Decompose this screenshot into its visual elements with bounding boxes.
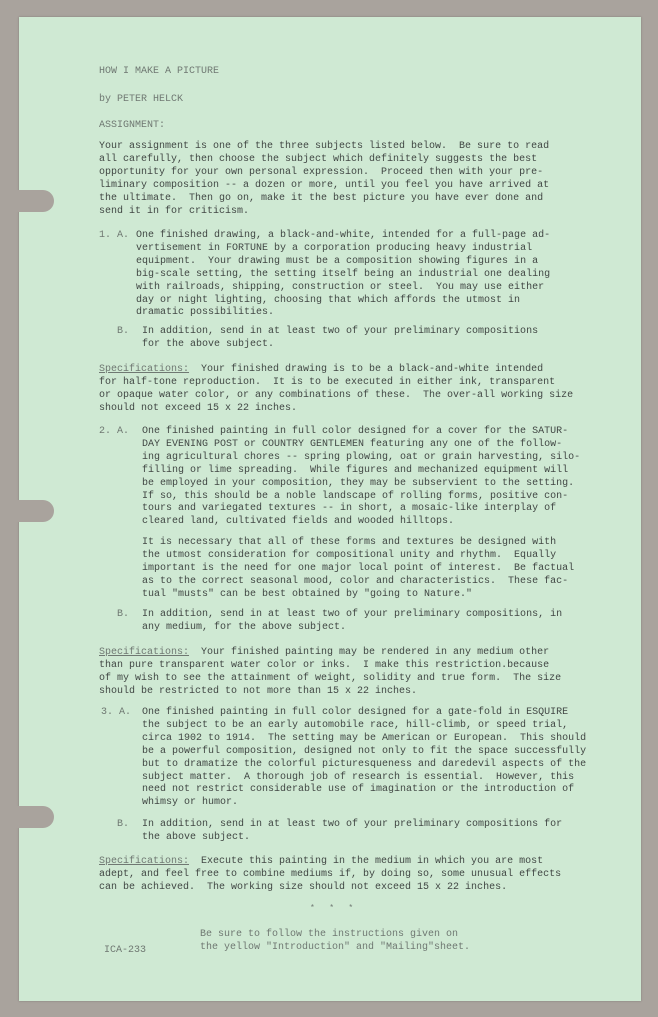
subject-1a-label: 1. A. bbox=[99, 230, 130, 241]
closing-note: Be sure to follow the instructions given on the yellow "Introduction" and "Mailing"sheet. bbox=[200, 929, 471, 953]
form-number: ICA-233 bbox=[104, 945, 147, 956]
subject-3b-text: In addition, send in at least two of your preliminary compositions for the above subject. bbox=[142, 819, 563, 843]
byline: by PETER HELCK bbox=[99, 94, 184, 105]
specifications-text: Your finished painting may be rendered in any medium other than pure transparent water color or inks. I make this restriction.because of my wish to see the attainment of weight, solidity and true form. The size should be restricted to not more than 15 x 22 inches. bbox=[99, 647, 562, 697]
subject-3b-label: B. bbox=[117, 819, 130, 830]
document-title: HOW I MAKE A PICTURE bbox=[99, 66, 220, 77]
subject-1b-text: In addition, send in at least two of your preliminary compositions for the above subject. bbox=[142, 326, 539, 350]
subject-3a-label: 3. A. bbox=[101, 707, 132, 718]
specifications-label: Specifications: bbox=[99, 364, 190, 375]
specifications-3 bbox=[99, 856, 561, 895]
subject-2b-label: B. bbox=[117, 609, 130, 620]
specifications-1 bbox=[99, 364, 573, 416]
binder-hole bbox=[10, 500, 54, 522]
subject-3a-text: One finished painting in full color designed for a gate-fold in ESQUIRE the subject to be an early automobile race, hill-climb, or speed trial, circa 1902 to 1914. The setting may be American or European. This should be a powerful composition, designed not only to fit the space successfully but to dramatize the colorful picturesqueness and daredevil aspects of the subject matter. A thorough job of research is essential. However, this need not restrict considerable use of imagination or the introduction of whimsy or humor. bbox=[142, 707, 587, 809]
subject-2a-text: One finished painting in full color designed for a cover for the SATUR- DAY EVENING POST or COUNTRY GENTLEMEN featuring any one of the follow- ing agricultural chores -- spring plowing, oat or grain harvesting, silo- filling or lime spreading. While figures and mechanized equipment will be employed in your composition, they may be subservient to the setting. If so, this should be a noble landscape of rolling forms, positive con- tours and variegated textures -- in short, a mosaic-like interplay of cleared land, cultivated fields and wooded hilltops. bbox=[142, 426, 581, 528]
assignment-heading: ASSIGNMENT: bbox=[99, 120, 166, 131]
subject-1a-text: One finished drawing, a black-and-white, intended for a full-page ad- vertisement in FORTUNE by a corporation producing heavy industrial equipment. Your drawing must be a composition showing figures in a big-scale setting, the setting itself being an industrial one dealing with railroads, shipping, construction or steel. You may use either day or night lighting, choosing that which affords the utmost in dramatic possibilities. bbox=[136, 230, 551, 319]
specifications-text: Your finished drawing is to be a black-and-white intended for half-tone reproduction. It is to be executed in either ink, transparent or opaque water color, or any combinations of these. The over-all working size should not exceed 15 x 22 inches. bbox=[99, 364, 574, 414]
intro-paragraph: Your assignment is one of the three subjects listed below. Be sure to read all carefully, then choose the subject which definitely suggests the best opportunity for your own personal expression. Proceed then with your pre- liminary composition -- a dozen or more, until you feel you have arrived at the ultimate. Then go on, make it the best picture you have ever done and send it in for criticism. bbox=[99, 141, 550, 217]
section-separator: * * * bbox=[310, 904, 354, 913]
specifications-2 bbox=[99, 647, 561, 699]
subject-2a-text-continued: It is necessary that all of these forms and textures be designed with the utmost consideration for compositional unity and rhythm. Equally important is the need for one major local point of interest. Be factual as to the correct seasonal mood, color and characteristics. These fac- tual "musts" can be best obtained by "going to Nature." bbox=[142, 537, 575, 600]
subject-1b-label: B. bbox=[117, 326, 130, 337]
specifications-label: Specifications: bbox=[99, 647, 190, 658]
binder-hole bbox=[10, 190, 54, 212]
subject-2a-label: 2. A. bbox=[99, 426, 130, 437]
specifications-label: Specifications: bbox=[99, 856, 190, 867]
specifications-text: Execute this painting in the medium in which you are most adept, and feel free to combine mediums if, by doing so, some unusual effects can be achieved. The working size should not exceed 15 x 22 inches. bbox=[99, 856, 562, 893]
subject-2b-text: In addition, send in at least two of your preliminary compositions, in any medium, for the above subject. bbox=[142, 609, 563, 633]
binder-hole bbox=[10, 806, 54, 828]
